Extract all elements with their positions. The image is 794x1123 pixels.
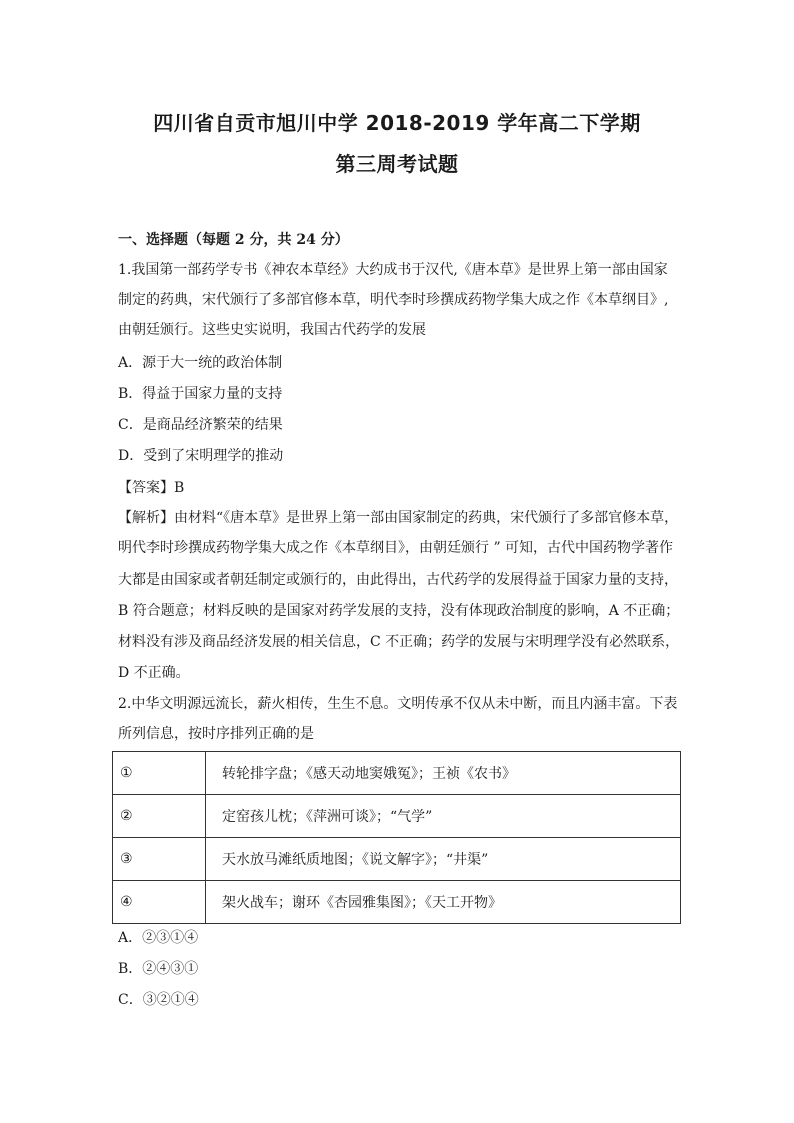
table-cell-number: ④: [113, 881, 206, 924]
table-cell-content: 转轮排字盘；《感天动地窦娥冤》；王祯《农书》: [206, 752, 681, 795]
table-cell-number: ②: [113, 795, 206, 838]
table-row: [113, 838, 681, 881]
q1-option-c: C．是商品经济繁荣的结果: [118, 417, 283, 433]
table-cell-content: 天水放马滩纸质地图；《说文解字》；“井渠”: [206, 838, 681, 881]
table-cell-content: 定窑孩儿枕；《萍洲可谈》；“气学”: [206, 795, 681, 838]
table-cell-content: 架火战车；谢环《杏园雅集图》；《天工开物》: [206, 881, 681, 924]
q1-analysis-line: 大都是由国家或者朝廷制定或颁行的，由此得出，古代药学的发展得益于国家力量的支持，: [118, 572, 678, 588]
table-row: [113, 795, 681, 838]
q1-analysis-line: 明代李时珍撰成药物学集大成之作《本草纲目》，由朝廷颁行 ” 可知，古代中国药物学著作: [118, 540, 674, 556]
q1-analysis-line: D 不正确。: [118, 665, 190, 681]
table-row: [113, 752, 681, 795]
q1-stem-line: 1.我国第一部药学专书《神农本草经》大约成书于汉代,《唐本草》是世界上第一部由国家: [118, 262, 668, 278]
q2-option-c: C．③②①④: [118, 992, 199, 1008]
page-title: 四川省自贡市旭川中学 2018-2019 学年高二下学期: [153, 111, 641, 135]
q1-analysis-line: 【解析】由材料“《唐本草》是世界上第一部由国家制定的药典，宋代颁行了多部官修本草，: [118, 510, 679, 526]
page-subtitle: 第三周考试题: [335, 152, 459, 176]
q1-option-d: D．受到了宋明理学的推动: [118, 448, 284, 464]
q1-stem-line: 由朝廷颁行。这些史实说明，我国古代药学的发展: [118, 322, 426, 338]
q1-analysis-line: 材料没有涉及商品经济发展的相关信息，C 不正确；药学的发展与宋明理学没有必然联系，: [118, 634, 680, 650]
table-cell-number: ③: [113, 838, 206, 881]
q1-option-a: A．源于大一统的政治体制: [118, 355, 283, 371]
q1-answer: 【答案】B: [118, 480, 185, 496]
q1-analysis-line: B 符合题意；材料反映的是国家对药学发展的支持，没有体现政治制度的影响，A 不正确；: [118, 603, 680, 619]
section-heading: 一、选择题（每题 2 分，共 24 分）: [118, 232, 349, 248]
q2-stem-line: 2.中华文明源远流长，薪火相传，生生不息。文明传承不仅从未中断，而且内涵丰富。下表: [118, 696, 678, 712]
table-cell-number: ①: [113, 752, 206, 795]
q1-stem-line: 制定的药典，宋代颁行了多部官修本草，明代李时珍撰成药物学集大成之作《本草纲目》,: [118, 292, 669, 308]
q2-option-b: B．②④③①: [118, 961, 199, 977]
q2-stem-line: 所列信息，按时序排列正确的是: [118, 726, 314, 742]
q2-option-a: A．②③①④: [118, 930, 199, 946]
table-row: [113, 881, 681, 924]
q1-option-b: B．得益于国家力量的支持: [118, 386, 283, 402]
q2-info-table: [112, 751, 681, 924]
